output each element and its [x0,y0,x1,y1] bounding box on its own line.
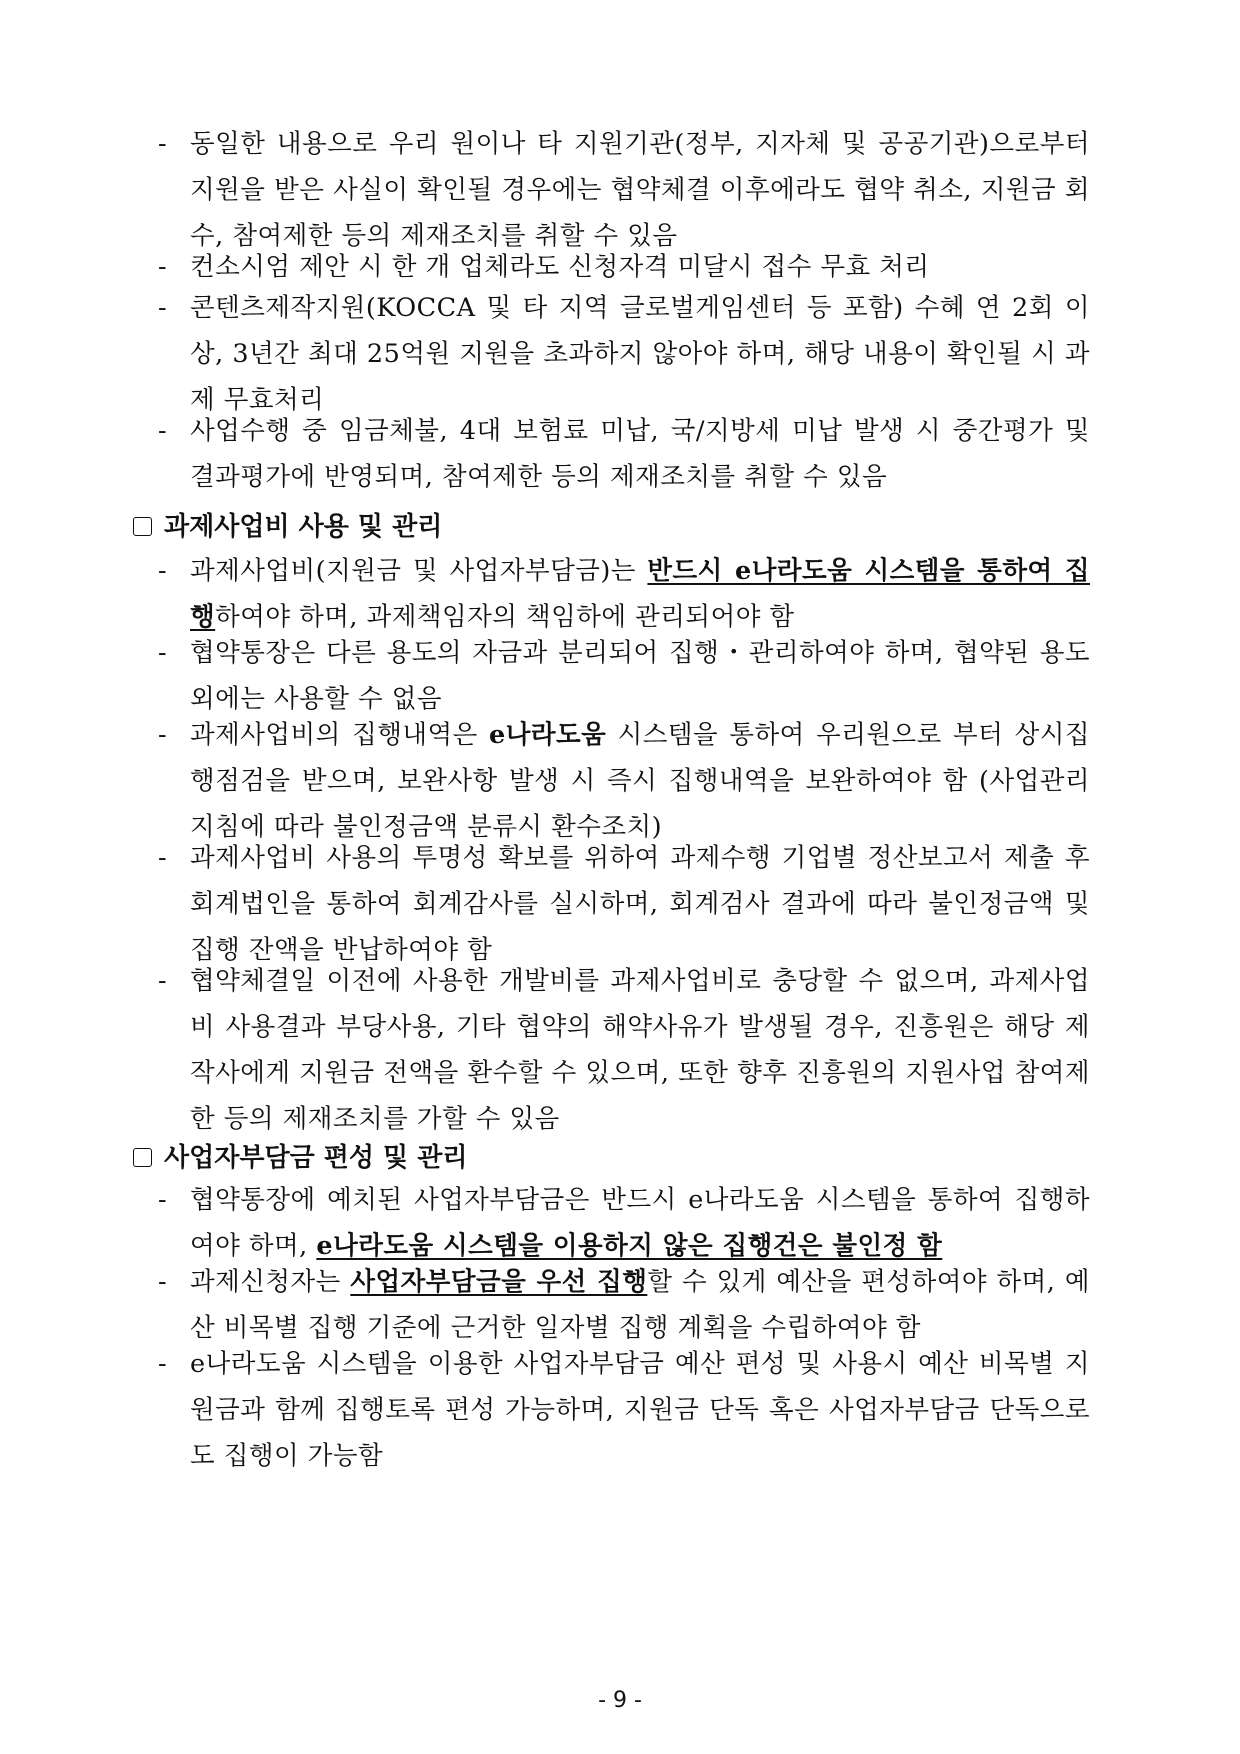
text-run: 과제신청자는 [190,1267,351,1297]
bullet-dash: - [158,416,167,446]
text-run: 협약통장에 예치된 사업자부담금은 반드시 e나라도움 시스템을 통하여 집행하여야 하며, [190,1185,1090,1261]
text-run: 시스템을 통하여 우리원으로 부터 상시집행점검을 받으며, 보완사항 발생 시 즉시 집행내역을 보완하여야 함 (사업관리지침에 따라 불인정금액 분류시 환수조치) [190,720,1090,842]
item-text [190,1177,1090,1269]
list-item [158,958,1090,1142]
item-text: 컨소시엄 제안 시 한 개 업체라도 신청자격 미달시 접수 무효 처리 [190,252,930,282]
item-text: 과제사업비 사용의 투명성 확보를 위하여 과제수행 기업별 정산보고서 제출 후 회계법인을 통하여 회계감사를 실시하며, 회계검사 결과에 따라 불인정금액 및 집행 잔액을 반납하여야 함 [190,843,1090,965]
text-run: 하여야 하며, 과제책임자의 책임하에 관리되어야 함 [215,602,795,632]
bullet-dash: - [158,720,167,750]
bullet-dash: - [158,638,167,668]
text-run: 과제사업비(지원금 및 사업자부담금)는 [190,556,648,586]
list-item [158,1341,1090,1479]
item-text: e나라도움 시스템을 이용한 사업자부담금 예산 편성 및 사용시 예산 비목별 지원금과 함께 집행토록 편성 가능하며, 지원금 단독 혹은 사업자부담금 단독으로도 집행이 가능함 [190,1349,1090,1471]
list-item [158,408,1090,500]
list-item [158,285,1090,423]
item-text: 협약체결일 이전에 사용한 개발비를 과제사업비로 충당할 수 없으며, 과제사업비 사용결과 부당사용, 기타 협약의 해약사유가 발생될 경우, 진흥원은 해당 제작사에게 지원금 전액을 환수할 수 있으며, 또한 향후 진흥원의 지원사업 참여제한 등의 제재조치를 가할 수 있음 [190,966,1090,1134]
section-heading [133,1135,467,1181]
item-text: 협약통장은 다른 용도의 자금과 분리되어 집행・관리하여야 하며, 협약된 용도 외에는 사용할 수 없음 [190,638,1090,714]
bullet-dash: - [158,252,167,282]
page-number: - 9 - [598,1688,642,1713]
item-text: 콘텐츠제작지원(KOCCA 및 타 지역 글로벌게임센터 등 포함) 수혜 연 2회 이상, 3년간 최대 25억원 지원을 초과하지 않아야 하며, 해당 내용이 확인될 시 과제 무효처리 [190,293,1090,415]
bullet-dash: - [158,966,167,996]
item-text [190,548,1090,640]
item-text [190,712,1090,850]
emphasis-text: 반드시 e나라도움 시스템을 통하여 집행 [190,556,1091,632]
bullet-dash: - [158,1185,167,1215]
bullet-dash: - [158,1349,167,1379]
bullet-dash: - [158,129,167,159]
bullet-dash: - [158,556,167,586]
bullet-dash: - [158,293,167,323]
bold-text: e나라도움 [489,720,607,750]
list-item [158,121,1090,259]
section-title: 사업자부담금 편성 및 관리 [164,1143,468,1173]
list-item [158,712,1090,850]
section-heading [133,504,442,550]
list-item [158,835,1090,973]
emphasis-text: e나라도움 시스템을 이용하지 않은 집행건은 불인정 함 [316,1231,943,1261]
bullet-dash: - [158,843,167,873]
text-run: 할 수 있게 예산을 편성하여야 하며, 예산 비목별 집행 기준에 근거한 일자별 집행 계획을 수립하여야 함 [190,1267,1090,1343]
list-item [158,630,1090,722]
item-text: 사업수행 중 임금체불, 4대 보험료 미납, 국/지방세 미납 발생 시 중간평가 및 결과평가에 반영되며, 참여제한 등의 제재조치를 취할 수 있음 [190,416,1090,492]
list-item [158,1177,1090,1269]
section-title: 과제사업비 사용 및 관리 [164,512,443,542]
bullet-dash: - [158,1267,167,1297]
emphasis-text: 사업자부담금을 우선 집행 [350,1267,648,1297]
list-item [158,1259,1090,1351]
text-run: 과제사업비의 집행내역은 [190,720,490,750]
checkbox-square-icon [133,517,152,536]
item-text [190,1259,1090,1351]
list-item [158,548,1090,640]
list-item [158,244,1090,290]
checkbox-square-icon [133,1148,152,1167]
item-text: 동일한 내용으로 우리 원이나 타 지원기관(정부, 지자체 및 공공기관)으로부터 지원을 받은 사실이 확인될 경우에는 협약체결 이후에라도 협약 취소, 지원금 회수, 참여제한 등의 제재조치를 취할 수 있음 [190,129,1090,251]
